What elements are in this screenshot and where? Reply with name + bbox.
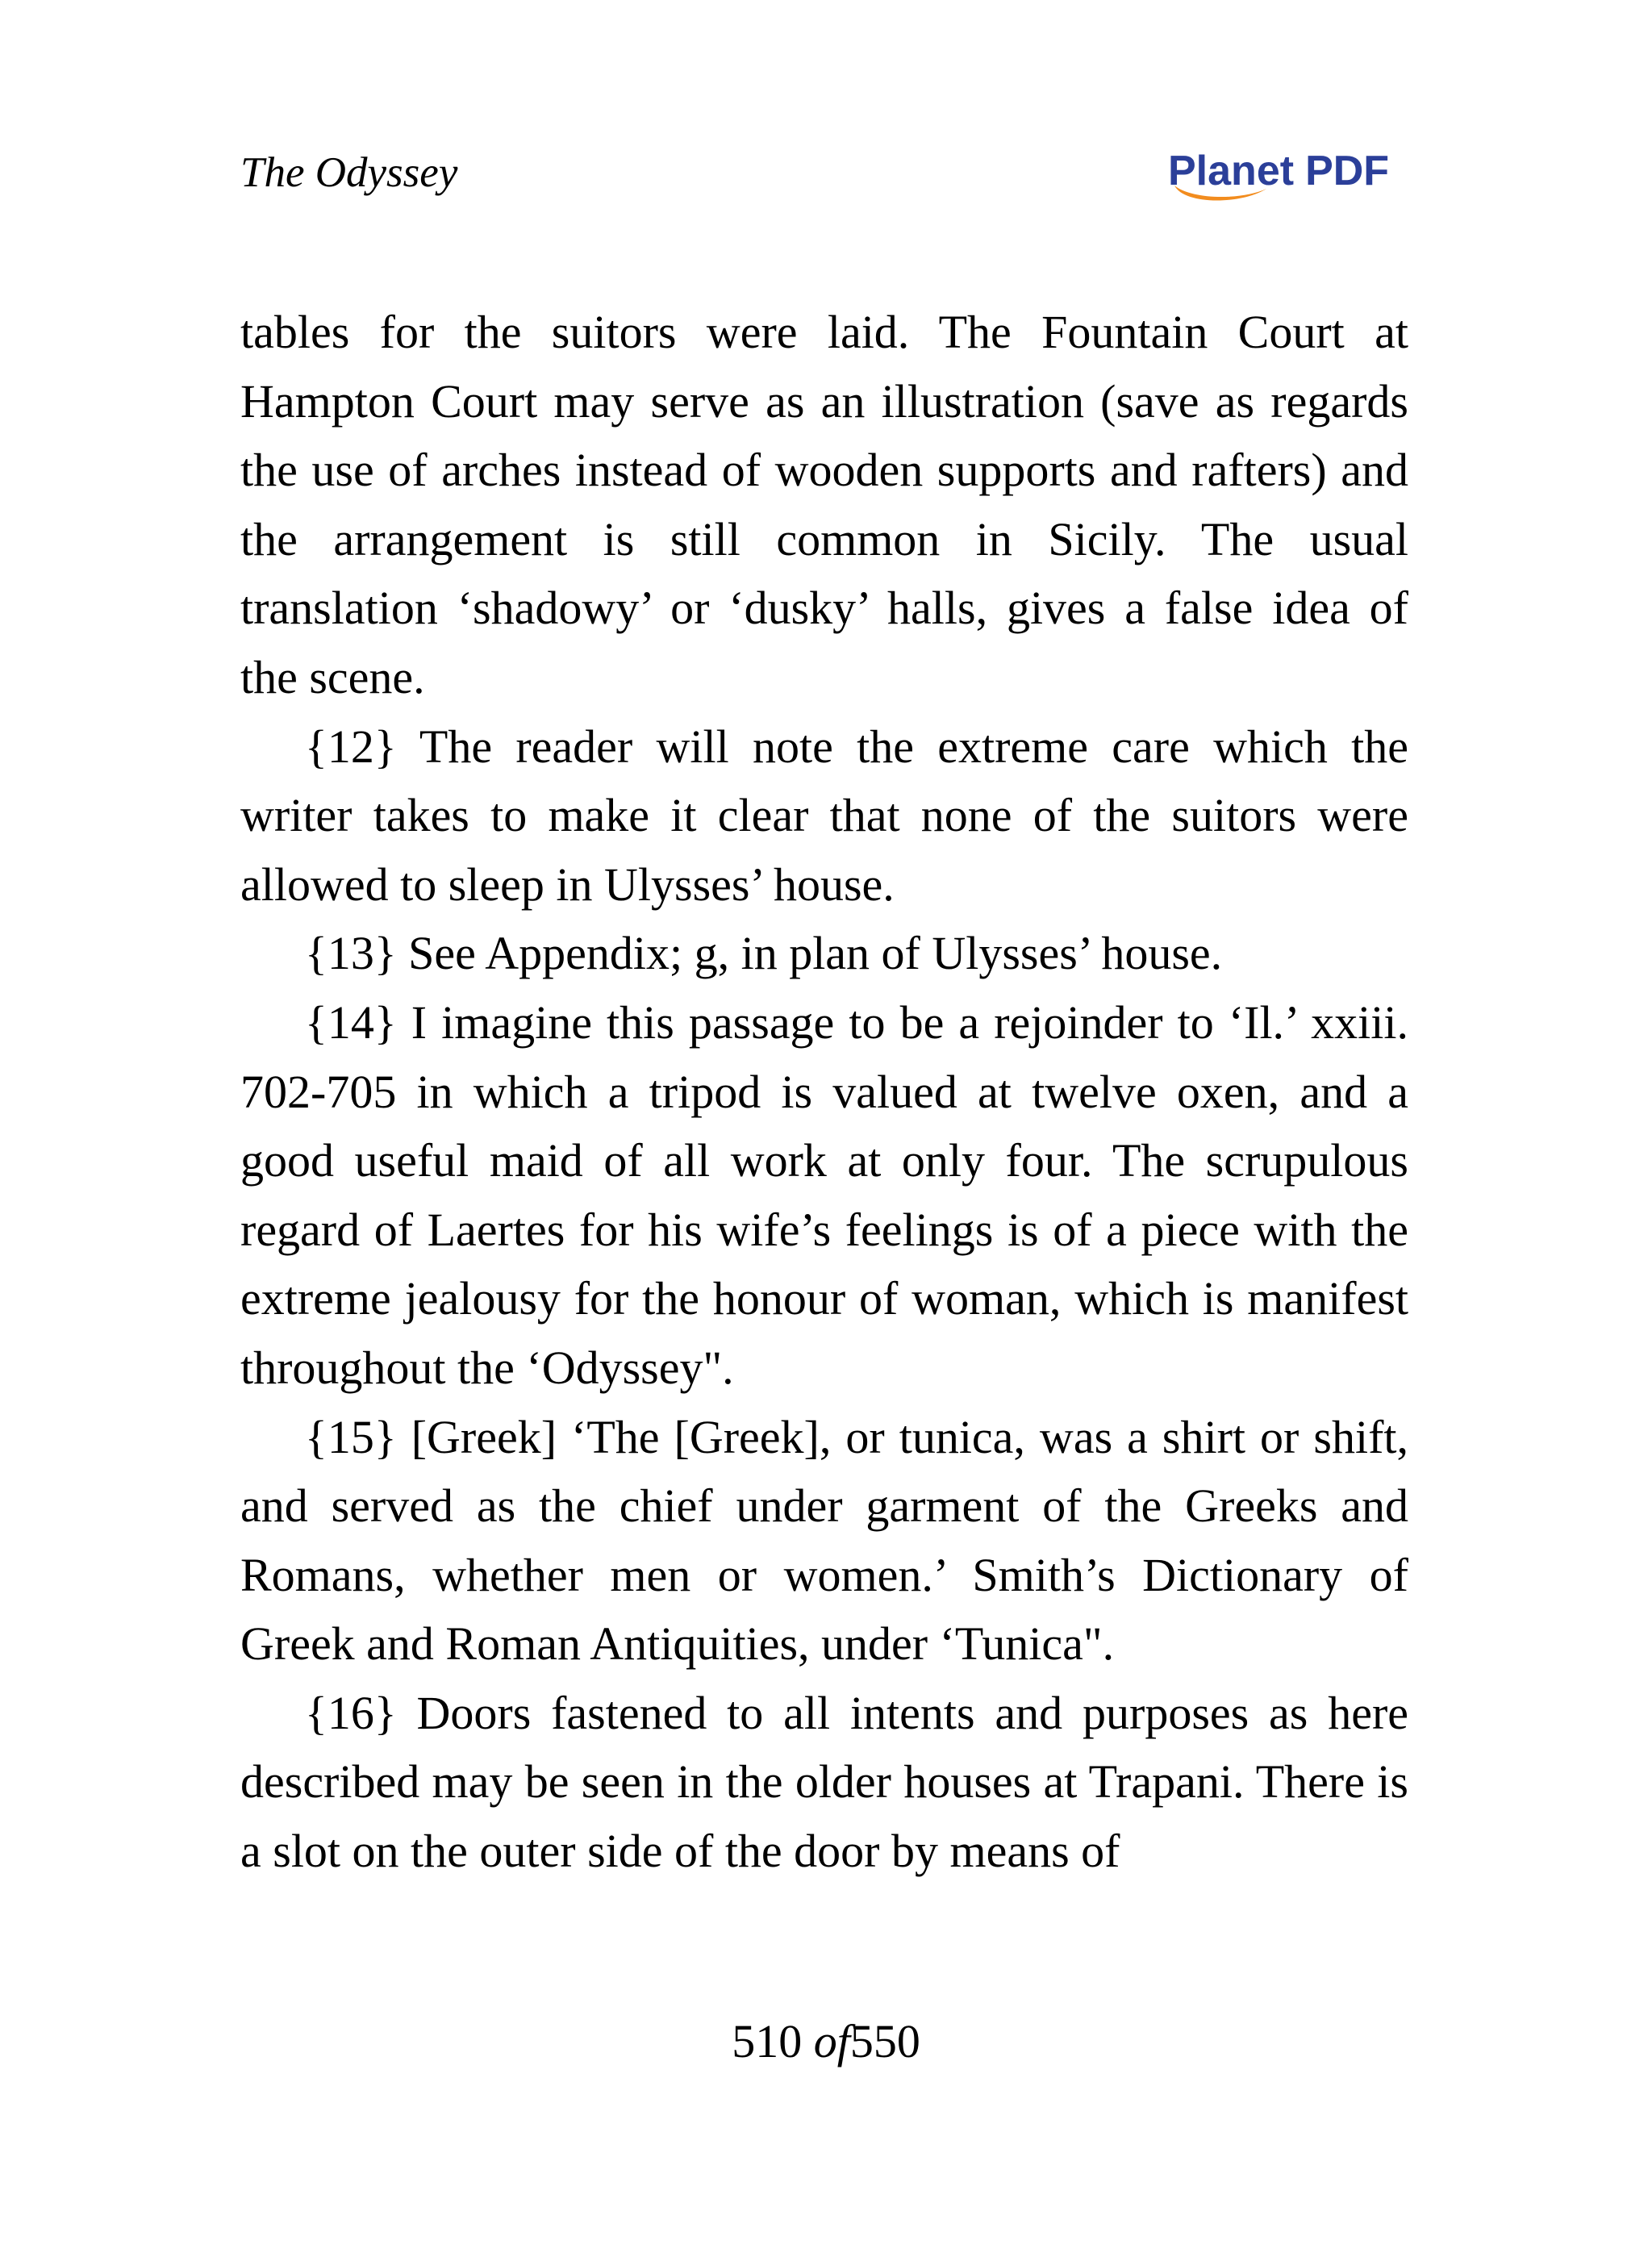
page-number xyxy=(0,2015,1652,2067)
logo-word-pdf: PDF xyxy=(1305,148,1390,194)
footnote-15: {15} [Greek] ‘The [Greek], or tunica, was a shirt or shift, and served as the chief under garment of the Greeks and Romans, whether men or women.’ Smith’s Dictionary of Greek and Roman Antiquities, under ‘Tunica". xyxy=(240,1410,1408,1671)
footnote-12: {12} The reader will note the extreme care which the writer takes to make it clear that none of the suitors were allowed to sleep in Ulysses’ house. xyxy=(240,720,1408,911)
logo-word-planet: Planet xyxy=(1168,148,1295,194)
page-of-label: of xyxy=(813,2015,850,2067)
footnote-16: {16} Doors fastened to all intents and purposes as here described may be seen in the older houses at Trapani. There is a slot on the outer side of the door by means of xyxy=(240,1686,1408,1878)
running-header-title: The Odyssey xyxy=(240,149,458,196)
page-total: 550 xyxy=(849,2015,920,2067)
page-current: 510 xyxy=(732,2015,803,2067)
paragraph-continuation: tables for the suitors were laid. The Fountain Court at Hampton Court may serve as an illustration (save as regards the use of arches instead of wooden supports and rafters) and the arrangement is still common in Sicily. The usual translation ‘shadowy’ or ‘dusky’ halls, gives a false idea of the scene. xyxy=(240,306,1408,703)
footnote-13: {13} See Appendix; g, in plan of Ulysses’ house. xyxy=(305,927,1223,980)
logo-text xyxy=(1168,150,1389,192)
footnote-14: {14} I imagine this passage to be a rejoinder to ‘Il.’ xxiii. 702-705 in which a tripod is valued at twelve oxen, and a good useful maid of all work at only four. The scrupulous regard of Laertes for his wife’s feelings is of a piece with the extreme jealousy for the honour of woman, which is manifest throughout the ‘Odyssey". xyxy=(240,995,1408,1394)
planet-pdf-logo xyxy=(1168,150,1410,210)
body-text xyxy=(240,298,1408,1886)
